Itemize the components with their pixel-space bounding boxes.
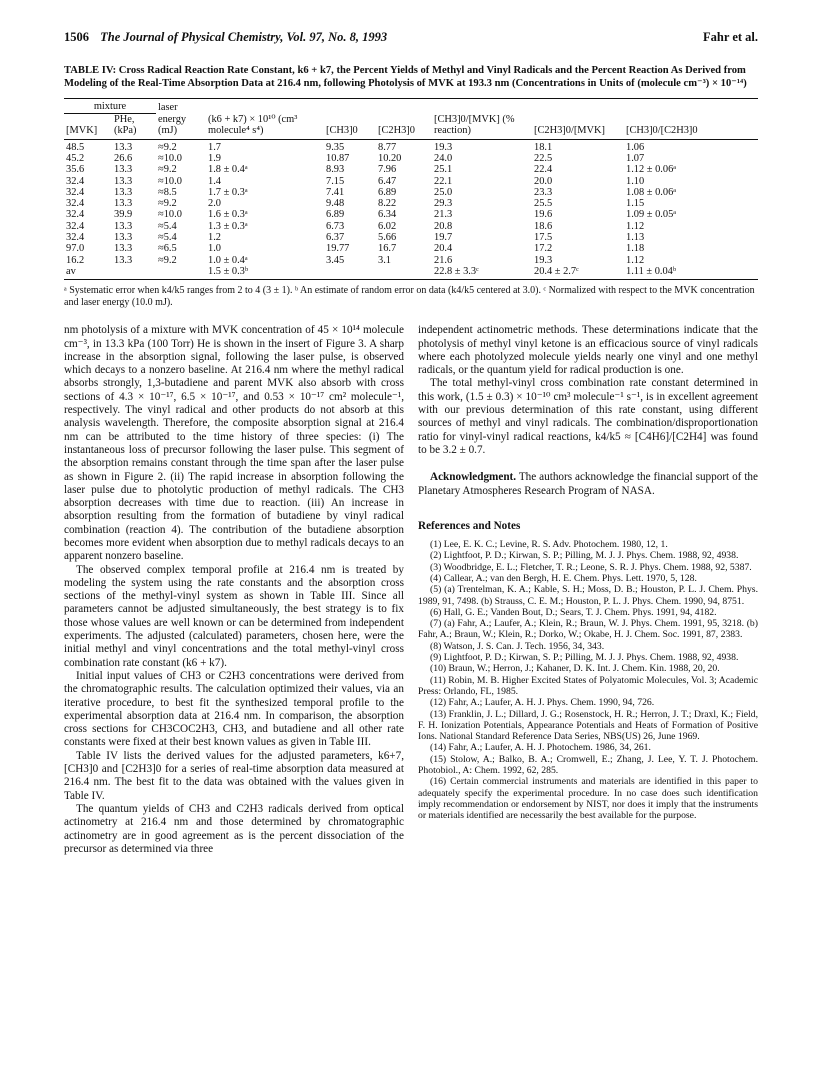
table-cell: 1.7 ± 0.3ᵃ bbox=[208, 186, 248, 198]
table-cell: 6.73 bbox=[326, 220, 345, 232]
table-cell: 25.5 bbox=[534, 198, 553, 210]
table-cell: 2.0 bbox=[208, 198, 221, 210]
table-row bbox=[64, 243, 758, 254]
table-cell: 6.47 bbox=[378, 175, 397, 187]
table-cell: 45.2 bbox=[66, 152, 85, 164]
table-cell: 10.20 bbox=[378, 152, 402, 164]
table-cell: 29.3 bbox=[434, 198, 453, 210]
table-cell: 32.4 bbox=[66, 175, 85, 187]
table-row bbox=[64, 198, 758, 209]
reference-item: (8) Watson, J. S. Can. J. Tech. 1956, 34, 343. bbox=[430, 640, 605, 652]
table-cell: ≈9.2 bbox=[158, 254, 177, 266]
table-cell: 6.37 bbox=[326, 232, 345, 244]
body-paragraph: nm photolysis of a mixture with MVK concentration of 45 × 10¹⁴ molecule cm⁻³, in 13.3 kPa (100 Torr) He is shown in the insert of Figure 3. A sharp increase in the absorption signal, following the laser pulse, is observed which decays to a nonzero baseline. At 216.4 nm where the methyl radical absorbs strongly, 1,3-butadiene and parent MVK also absorb with cross sections of 4.3 × 10⁻¹⁷, 6.5 × 10⁻¹⁷, and 0.53 × 10⁻¹⁷ cm² molecule⁻¹, respectively. The vinyl radical and other products do not absorb at this analysis wavelength. Therefore, the composite absorption signal at 216.4 nm can be attributed to the time history of three species: (i) The instantaneous loss of precursor following the laser pulse. This segment of the absorption remains constant through the time span after the laser pulse as shown in Figure 2. (ii) The rapid increase in absorption following the laser pulse due to photolytic production of methyl radicals. The CH3 absorption decreases with time due to reaction. (iii) An increase in absorption resulting from the formation of butadiene by vinyl radical combination (reaction 4). The contribution of the butadiene absorption becomes more evident when absorption due to methyl radicals decays to an apparent nonzero baseline. bbox=[64, 324, 404, 563]
table-cell: 25.0 bbox=[434, 186, 453, 198]
table-cell: 20.8 bbox=[434, 220, 453, 232]
page bbox=[64, 30, 758, 856]
reference-item: (16) Certain commercial instruments and materials are identified in this paper to adequately specify the experimental procedure. In no case does such identification imply recommendation or endorsement by NIST, nor does it imply that the instruments or materials identified are necessarily the best available for the purpose. bbox=[418, 776, 758, 822]
table-cell bbox=[376, 266, 432, 280]
reference-item: (12) Fahr, A.; Laufer, A. H. J. Phys. Chem. 1990, 94, 726. bbox=[430, 697, 655, 709]
table-cell: ≈10.0 bbox=[158, 209, 182, 221]
table-cell: 5.66 bbox=[378, 232, 397, 244]
table-cell: 22.1 bbox=[434, 175, 453, 187]
table-cell: 16.2 bbox=[66, 254, 85, 266]
table-row bbox=[64, 232, 758, 243]
table-cell: 25.1 bbox=[434, 164, 453, 176]
table-cell: 23.3 bbox=[534, 186, 553, 198]
column-header: [CH3]0 bbox=[324, 113, 376, 139]
table-cell: 3.45 bbox=[326, 254, 345, 266]
table-cell: 13.3 bbox=[114, 220, 133, 232]
table-cell: 16.7 bbox=[378, 243, 397, 255]
table-cell: 17.5 bbox=[534, 232, 553, 244]
table-cell: 1.3 ± 0.3ᵃ bbox=[208, 220, 248, 232]
body-paragraph: The total methyl-vinyl cross combination rate constant determined in this work, (1.5 ± 0.3) × 10⁻¹⁰ cm³ molecule⁻¹ s⁻¹, is in excellent agreement with our previous determination of this rate constant, using different sources of methyl and vinyl radicals. The combination/disproportionation ratio for vinyl-vinyl radical reactions, k4/k5 ≈ [C4H6]/[C2H4] was found to be 3.2 ± 0.7. bbox=[418, 377, 758, 456]
group-mixture: mixture bbox=[64, 99, 156, 114]
column-header: [CH3]0/[MVK] (% reaction) bbox=[432, 113, 532, 139]
table-cell: 1.13 bbox=[626, 232, 645, 244]
table-footnote: ᵃ Systematic error when k4/k5 ranges from 2 to 4 (3 ± 1). ᵇ An estimate of random error on data (k4/k5 centered at 3.0). ᶜ Normalized with respect to the MVK concentration and laser energy (10.0 mJ). bbox=[64, 285, 755, 309]
table-cell: 18.6 bbox=[534, 220, 553, 232]
table-cell: 48.5 bbox=[66, 141, 85, 153]
column-header: [C2H3]0/[MVK] bbox=[532, 113, 624, 139]
group-laser: laser bbox=[156, 99, 206, 114]
table-cell: 20.4 bbox=[434, 243, 453, 255]
table-row bbox=[64, 255, 758, 266]
table-cell: 9.35 bbox=[326, 141, 345, 153]
table-cell: 22.8 ± 3.3ᶜ bbox=[432, 266, 532, 280]
table-cell: 1.12 bbox=[626, 254, 645, 266]
table-cell: 32.4 bbox=[66, 186, 85, 198]
table-caption: TABLE IV: Cross Radical Reaction Rate Constant, k6 + k7, the Percent Yields of Methyl and Vinyl Radicals and the Percent Reaction As Derived from Modeling of the Real-Time Absorption Data at 216.4 nm, following Photolysis of MVK at 193.3 nm (Concentrations in Units of (molecule cm⁻³) × 10⁻¹⁴) bbox=[64, 65, 747, 89]
table-cell: 32.4 bbox=[66, 220, 85, 232]
table-row bbox=[64, 187, 758, 198]
table-cell: 1.9 bbox=[208, 152, 221, 164]
reference-item: (9) Lightfoot, P. D.; Kirwan, S. P.; Pilling, M. J. J. Phys. Chem. 1988, 92, 4938. bbox=[430, 652, 739, 664]
page-number: 1506 bbox=[64, 30, 89, 44]
table-cell: 21.6 bbox=[434, 254, 453, 266]
table-cell: 6.34 bbox=[378, 209, 397, 221]
reference-item: (5) (a) Trentelman, K. A.; Kable, S. H.; Moss, D. B.; Houston, P. L. J. Chem. Phys. 1989, 91, 7498. (b) Strauss, C. E. M.; Houston, P. L. J. Phys. Chem. 1990, 94, 8751. bbox=[418, 584, 758, 607]
table-cell: 8.93 bbox=[326, 164, 345, 176]
table-cell bbox=[112, 266, 156, 280]
table-cell: 19.3 bbox=[434, 141, 453, 153]
running-head bbox=[64, 30, 758, 45]
table-cell: 1.2 bbox=[208, 232, 221, 244]
table-cell: 6.89 bbox=[378, 186, 397, 198]
reference-item: (3) Woodbridge, E. L.; Fletcher, T. R.; Leone, S. R. J. Phys. Chem. 1988, 92, 5387. bbox=[430, 561, 752, 573]
table-cell: 1.12 bbox=[626, 220, 645, 232]
table-cell: 13.3 bbox=[114, 164, 133, 176]
table-row bbox=[64, 221, 758, 232]
reference-item: (2) Lightfoot, P. D.; Kirwan, S. P.; Pilling, M. J. J. Phys. Chem. 1988, 92, 4938. bbox=[430, 550, 739, 562]
table-cell: 20.4 ± 2.7ᶜ bbox=[532, 266, 624, 280]
references-heading: References and Notes bbox=[418, 519, 521, 532]
body-paragraph: Table IV lists the derived values for the adjusted parameters, k6+7, [CH3]0 and [C2H3]0 for a series of real-time absorption data measured at 216.4 nm. The best fit to the data was obtained with the values given in Table IV. bbox=[64, 749, 404, 802]
table-cell: 1.18 bbox=[626, 243, 645, 255]
table-cell: 18.1 bbox=[534, 141, 553, 153]
table-cell: 13.3 bbox=[114, 254, 133, 266]
references-list bbox=[418, 539, 758, 821]
reference-item: (10) Braun, W.; Herron, J.; Kahaner, D. K. Int. J. Chem. Kin. 1988, 20, 20. bbox=[430, 663, 720, 675]
table-cell: 7.15 bbox=[326, 175, 345, 187]
column-header: PHe, (kPa) bbox=[112, 113, 156, 139]
table-row bbox=[64, 266, 758, 280]
data-table bbox=[64, 98, 758, 280]
journal-citation: The Journal of Physical Chemistry, Vol. 97, No. 8, 1993 bbox=[100, 30, 388, 44]
table-cell: 24.0 bbox=[434, 152, 453, 164]
table-cell: 1.09 ± 0.05ᵃ bbox=[626, 209, 677, 221]
table-cell: 3.1 bbox=[378, 254, 391, 266]
reference-item: (15) Stolow, A.; Balko, B. A.; Cromwell, E.; Zhang, J. Lee, Y. T. J. Photochem. Photobiol., A: Chem. 1992, 62, 285. bbox=[418, 753, 758, 777]
table-cell: av bbox=[64, 266, 112, 280]
reference-item: (4) Callear, A.; van den Bergh, H. E. Chem. Phys. Lett. 1970, 5, 128. bbox=[430, 573, 697, 584]
table-cell: 1.6 ± 0.3ᵃ bbox=[208, 209, 248, 221]
reference-item: (7) (a) Fahr, A.; Laufer, A.; Klein, R.; Braun, W. J. Phys. Chem. 1991, 95, 3218. (b) Fahr, A.; Braun, W.; Klein, R.; Dorko, W.; Okabe, H. J. Chem. Soc. 1991, 87, 2383. bbox=[418, 618, 758, 641]
table-cell: 19.6 bbox=[534, 209, 553, 221]
table-cell: 1.06 bbox=[626, 141, 645, 153]
right-column-paragraphs bbox=[418, 324, 758, 457]
table-cell bbox=[156, 266, 206, 280]
table-cell: 9.48 bbox=[326, 198, 345, 210]
table-cell: 32.4 bbox=[66, 232, 85, 244]
table-cell: ≈10.0 bbox=[158, 175, 182, 187]
body-paragraph: Initial input values of CH3 or C2H3 concentrations were derived from the chromatographic results. The calculation optimized their values, via an iterative procedure, to best fit the synthesized temporal profile to the experimental absorption data at 216.4 nm. In comparison, the absorption cross sections for CH3COC2H3, CH3, and butadiene and all other rate constants were fixed at their best known values as given in Table III. bbox=[64, 669, 404, 749]
body-paragraph: The quantum yields of CH3 and C2H3 radicals derived from optical actinometry at 216.4 nm and those determined by chromatographic actinometry are in good agreement as is the percent dissociation of the precursor as determined via three bbox=[64, 802, 404, 855]
column-header: energy (mJ) bbox=[156, 113, 206, 139]
acknowledgment bbox=[418, 471, 758, 498]
table-cell: 1.07 bbox=[626, 152, 645, 164]
table-cell: 32.4 bbox=[66, 209, 85, 221]
table-cell: 22.5 bbox=[534, 152, 553, 164]
table-cell: 39.9 bbox=[114, 209, 133, 221]
table-cell: 19.3 bbox=[534, 254, 553, 266]
table-cell: 1.12 ± 0.06ᵃ bbox=[626, 164, 677, 176]
table-group-header-row bbox=[64, 99, 758, 114]
table-cell: 1.0 ± 0.4ᵃ bbox=[208, 254, 248, 266]
table-cell: 1.0 bbox=[208, 243, 221, 255]
table-cell: 1.7 bbox=[208, 141, 221, 153]
table-cell: ≈5.4 bbox=[158, 232, 177, 244]
table-cell: 1.15 bbox=[626, 198, 645, 210]
body-paragraph: independent actinometric methods. These determinations indicate that the photolysis of methyl vinyl ketone is an efficacious source of vinyl radicals where each photolyzed molecule yields nearly one vinyl and one methyl radicals, or the quantum yield for radical production is one. bbox=[418, 324, 758, 377]
table-row bbox=[64, 153, 758, 164]
table-body bbox=[64, 139, 758, 280]
running-authors: Fahr et al. bbox=[703, 30, 758, 44]
table-cell: 6.89 bbox=[326, 209, 345, 221]
table-cell: 13.3 bbox=[114, 175, 133, 187]
body-paragraph: The observed complex temporal profile at 216.4 nm is treated by modeling the system using the rate constants and the absorption cross sections of the methyl-vinyl system as shown in Table III. Since all parameters cannot be adjusted simultaneously, the best strategy is to fix those whose values are well known or can be determined from independent experiments. The adjusted (calculated) parameters, chosen here, were the initial methyl and vinyl concentrations and the total methyl-vinyl cross combination rate constant (k6 + k7). bbox=[64, 563, 404, 669]
left-column bbox=[64, 324, 404, 856]
table-row bbox=[64, 164, 758, 175]
table-cell: 1.4 bbox=[208, 175, 221, 187]
table-cell: 8.22 bbox=[378, 198, 397, 210]
table-cell: 1.8 ± 0.4ᵃ bbox=[208, 164, 248, 176]
table-cell: ≈5.4 bbox=[158, 220, 177, 232]
table-cell: 10.87 bbox=[326, 152, 350, 164]
table-cell: 7.41 bbox=[326, 186, 345, 198]
table-row bbox=[64, 176, 758, 187]
table-cell bbox=[324, 266, 376, 280]
table-header-row bbox=[64, 113, 758, 139]
table-cell: 13.3 bbox=[114, 243, 133, 255]
table-cell: ≈9.2 bbox=[158, 198, 177, 210]
table-cell: ≈6.5 bbox=[158, 243, 177, 255]
table-cell: 32.4 bbox=[66, 198, 85, 210]
right-column bbox=[418, 324, 758, 856]
acknowledgment-heading: Acknowledgment. bbox=[430, 471, 517, 484]
table-cell: 17.2 bbox=[534, 243, 553, 255]
column-header: (k6 + k7) × 10¹⁰ (cm³ molecule⁴ s⁴) bbox=[206, 113, 324, 139]
table-cell: 97.0 bbox=[66, 243, 85, 255]
table-cell: 1.5 ± 0.3ᵇ bbox=[206, 266, 324, 280]
table-cell: 7.96 bbox=[378, 164, 397, 176]
table-cell: 1.08 ± 0.06ᵃ bbox=[626, 186, 677, 198]
table-cell: ≈9.2 bbox=[158, 141, 177, 153]
table-row bbox=[64, 139, 758, 153]
column-header: [MVK] bbox=[64, 113, 112, 139]
table-cell: 13.3 bbox=[114, 141, 133, 153]
body-columns bbox=[64, 324, 758, 856]
table-cell: 6.02 bbox=[378, 220, 397, 232]
column-header: [C2H3]0 bbox=[376, 113, 432, 139]
column-header: [CH3]0/[C2H3]0 bbox=[624, 113, 758, 139]
table-cell: 13.3 bbox=[114, 232, 133, 244]
table-cell: 1.10 bbox=[626, 175, 645, 187]
table-cell: 19.77 bbox=[326, 243, 350, 255]
reference-item: (11) Robin, M. B. Higher Excited States of Polyatomic Molecules, Vol. 3; Academic Press: Orlando, FL, 1985. bbox=[418, 674, 758, 697]
table-cell: ≈10.0 bbox=[158, 152, 182, 164]
table-cell: 13.3 bbox=[114, 198, 133, 210]
table-cell: ≈9.2 bbox=[158, 164, 177, 176]
table-cell: 21.3 bbox=[434, 209, 453, 221]
table-cell: 13.3 bbox=[114, 186, 133, 198]
table-cell: ≈8.5 bbox=[158, 186, 177, 198]
table-cell: 20.0 bbox=[534, 175, 553, 187]
table-cell: 26.6 bbox=[114, 152, 133, 164]
table-cell: 1.11 ± 0.04ᵇ bbox=[624, 266, 758, 280]
table-cell: 19.7 bbox=[434, 232, 453, 244]
reference-item: (6) Hall, G. E.; Vanden Bout, D.; Sears, T. J. Chem. Phys. 1991, 94, 4182. bbox=[430, 606, 717, 618]
reference-item: (1) Lee, E. K. C.; Levine, R. S. Adv. Photochem. 1980, 12, 1. bbox=[430, 539, 668, 551]
reference-item: (13) Franklin, J. L.; Dillard, J. G.; Rosenstock, H. R.; Herron, J. T.; Draxl, K.; Field, F. H. Ionization Potentials, Appearance Potentials and Heats of Formation of Positive Ions. National Standard Reference Data Series, NBS(US) 26, June 1969. bbox=[418, 708, 758, 743]
acknowledgment-text: The authors acknowledge the financial support of the Planetary Atmospheres Research Program of NASA. bbox=[418, 471, 758, 497]
table-cell: 35.6 bbox=[66, 164, 85, 176]
table-cell: 8.77 bbox=[378, 141, 397, 153]
table-cell: 22.4 bbox=[534, 164, 553, 176]
table-row bbox=[64, 209, 758, 220]
reference-item: (14) Fahr, A.; Laufer, A. H. J. Photochem. 1986, 34, 261. bbox=[430, 742, 651, 754]
